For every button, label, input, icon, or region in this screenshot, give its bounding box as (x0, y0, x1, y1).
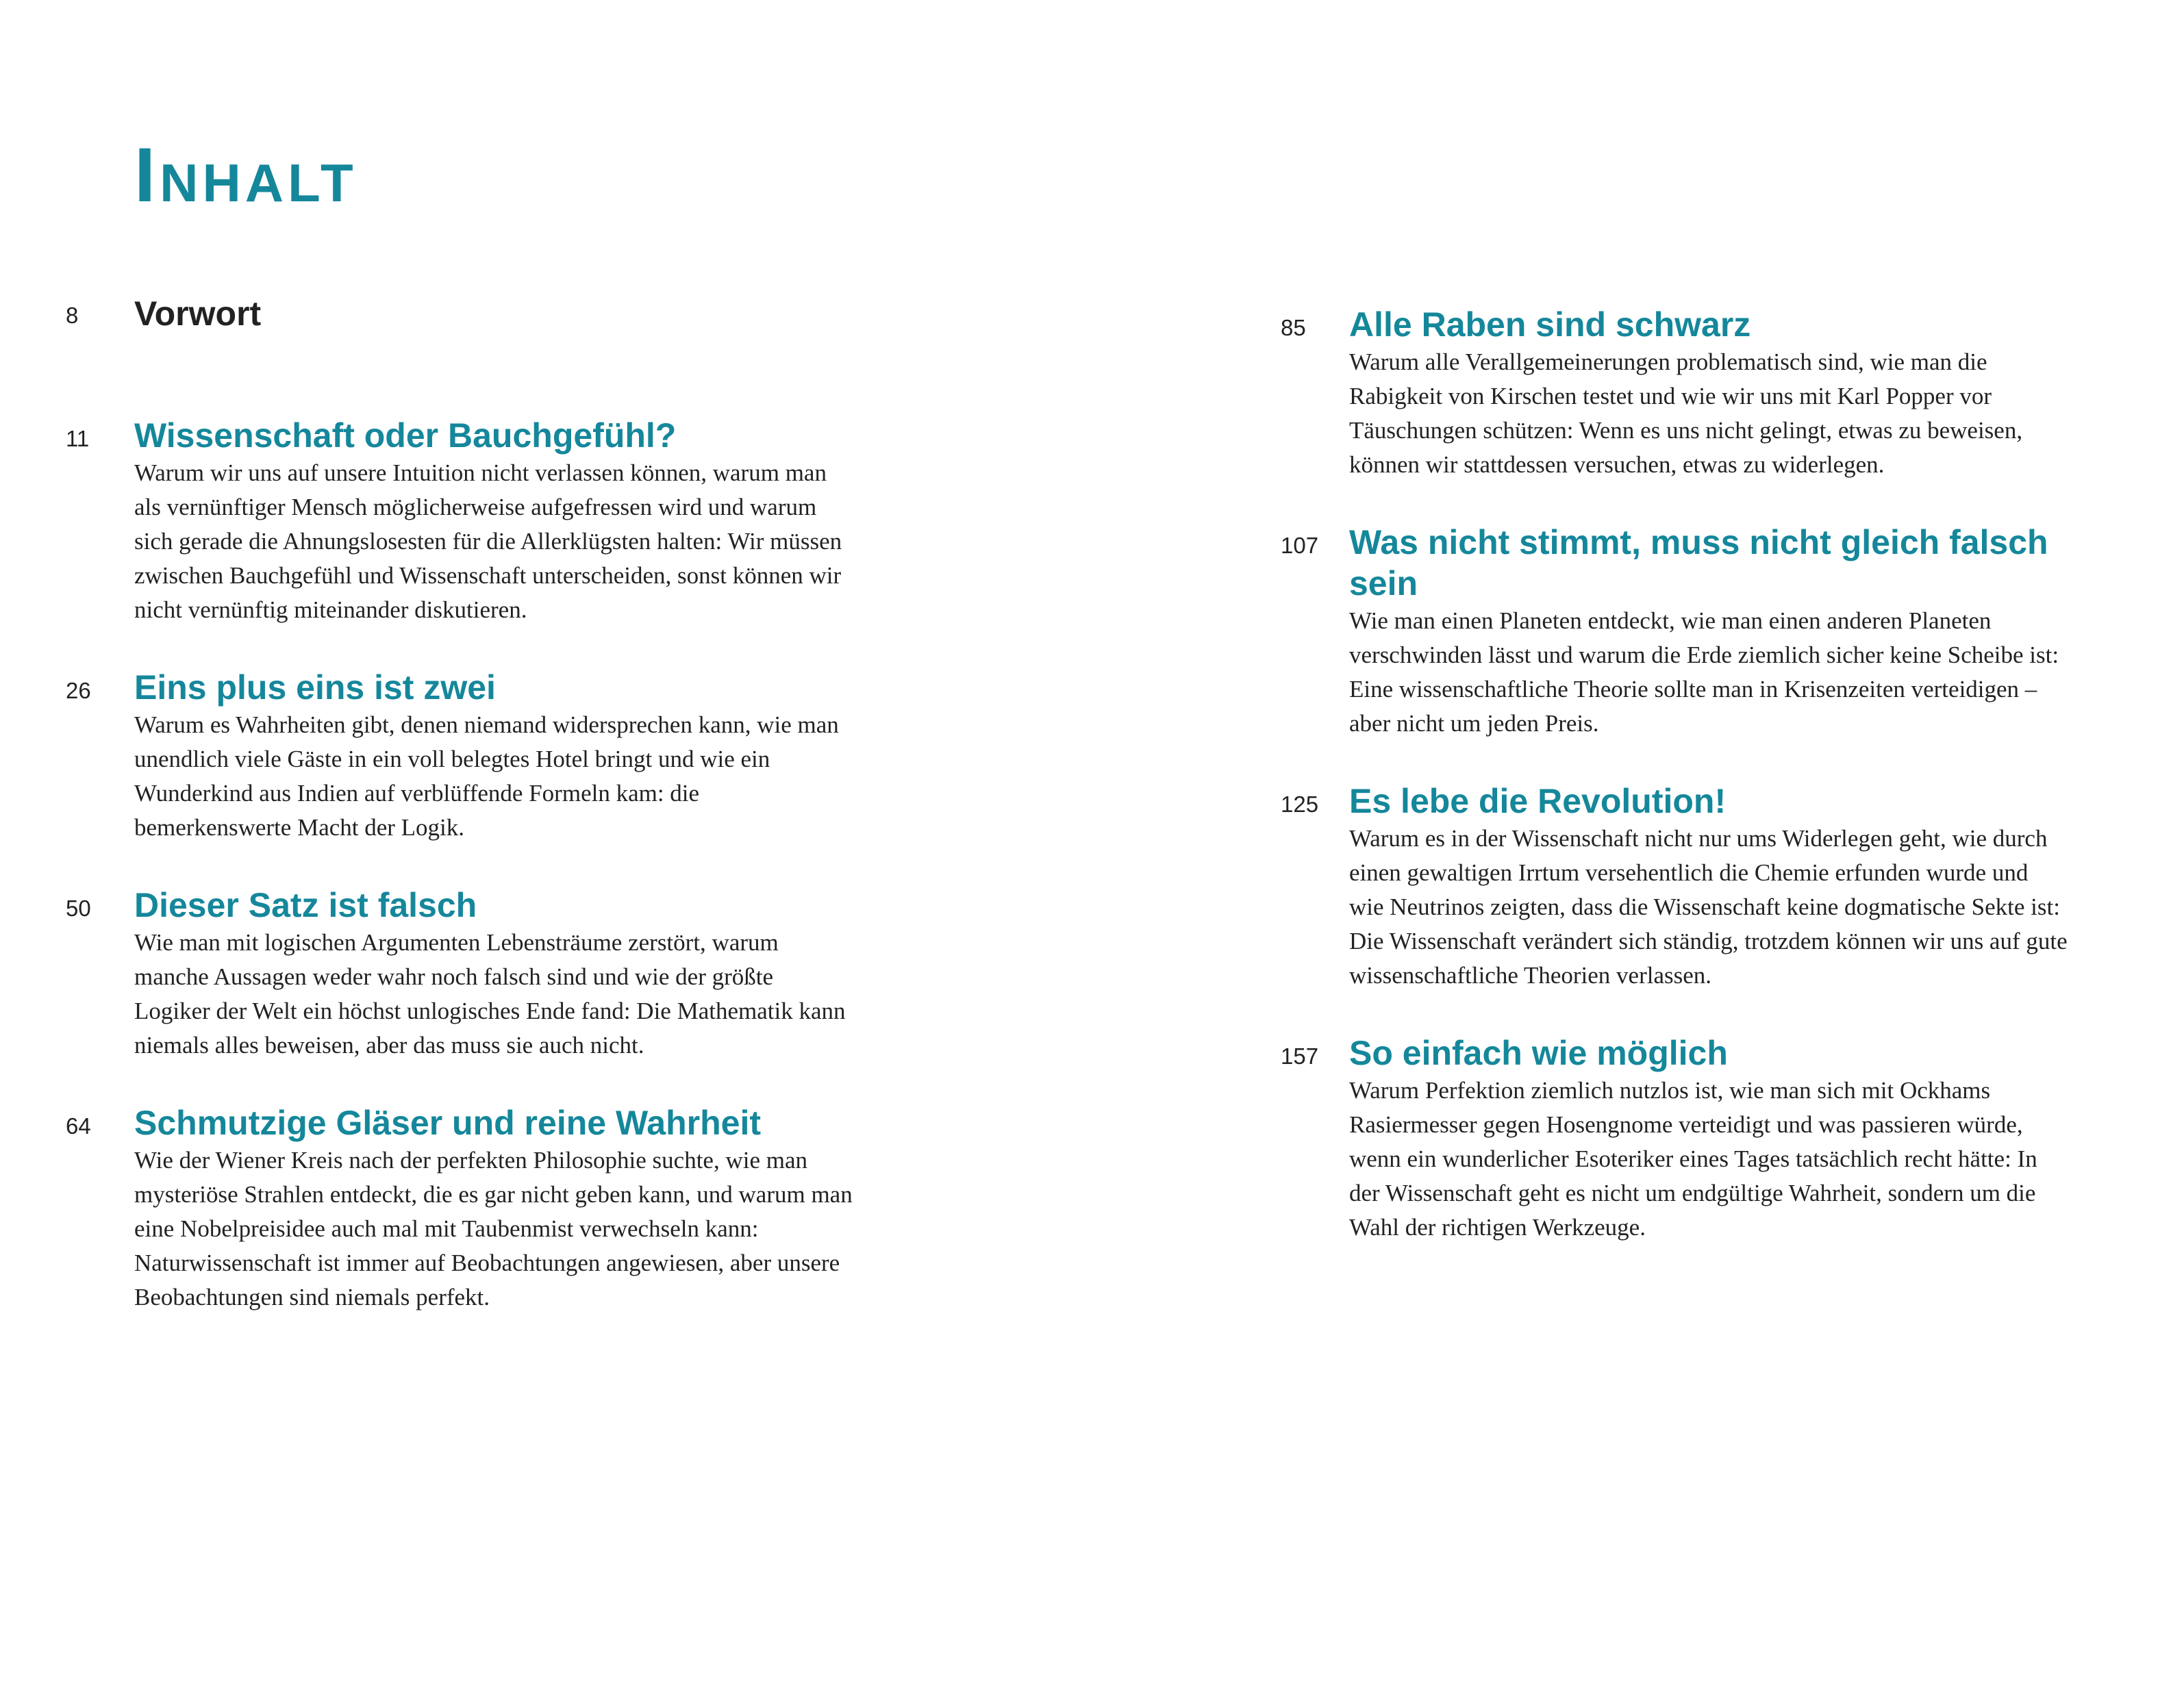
toc-entry-description: Warum es in der Wissenschaft nicht nur ums Widerlegen geht, wie durch einen gewaltigen Irrtum versehentlich die Chemie erfunden wurde und wie Neutrinos zeigten, dass die Wissenschaft keine dogmatische Sekte ist: Die Wissenschaft verändert sich ständig, trotzdem können wir uns auf gute wissenschaftliche Theorien verlassen. (1349, 825, 2068, 989)
toc-page-number: 8 (66, 303, 79, 328)
toc-entry[interactable] (1281, 1032, 2089, 1245)
toc-entry[interactable] (66, 667, 874, 845)
toc-entry-description: Warum Perfektion ziemlich nutzlos ist, wie man sich mit Ockhams Rasiermesser gegen Hosengnome verteidigt und was passieren würde, wenn ein wunderlicher Esoteriker eines Tages tatsächlich recht hätte: In der Wissenschaft geht es nicht um endgültige Wahrheit, sondern um die Wahl der richtigen Werkzeuge. (1349, 1077, 2037, 1241)
toc-entry-vorwort[interactable] (66, 293, 874, 334)
toc-entry-title: So einfach wie möglich (1349, 1034, 1728, 1072)
toc-entry-title: Eins plus eins ist zwei (134, 668, 496, 707)
toc-entry[interactable] (66, 415, 874, 627)
toc-page-number: 85 (1281, 315, 1306, 340)
toc-entry-description: Wie man einen Planeten entdeckt, wie man einen anderen Planeten verschwinden lässt und warum die Erde ziemlich sicher keine Scheibe ist: Eine wissenschaftliche Theorie sollte man in Krisenzeiten verteidigen – aber nicht um jeden Preis. (1349, 607, 2059, 737)
toc-page-number: 11 (66, 426, 90, 451)
toc-right-column (1281, 304, 2089, 1284)
toc-page-number: 125 (1281, 791, 1319, 817)
title-initial: I (134, 132, 160, 218)
toc-entry-title: Vorwort (134, 294, 262, 333)
toc-page-number: 26 (66, 678, 91, 703)
toc-entry-title: Was nicht stimmt, muss nicht gleich falsch sein (1349, 523, 2048, 603)
toc-entry[interactable] (66, 1102, 874, 1315)
toc-entry[interactable] (66, 885, 874, 1063)
toc-entry-title: Es lebe die Revolution! (1349, 782, 1727, 820)
toc-entry[interactable] (1281, 781, 2089, 993)
toc-entry-title: Schmutzige Gläser und reine Wahrheit (134, 1104, 761, 1142)
toc-entry[interactable] (1281, 304, 2089, 482)
toc-entry-description: Warum alle Verallgemeinerungen problematisch sind, wie man die Rabigkeit von Kirschen testet und wie wir uns mit Karl Popper vor Täuschungen schützen: Wenn es uns nicht gelingt, etwas zu beweisen, können wir stattdessen versuchen, etwas zu widerlegen. (1349, 349, 2023, 478)
toc-entry-title: Dieser Satz ist falsch (134, 886, 477, 924)
title-rest: NHALT (160, 153, 357, 213)
toc-page-number: 107 (1281, 533, 1319, 558)
page-title (134, 132, 357, 218)
toc-page-number: 64 (66, 1113, 91, 1139)
toc-entry-description: Wie der Wiener Kreis nach der perfekten Philosophie suchte, wie man mysteriöse Strahlen entdeckt, die es gar nicht geben kann, und warum man eine Nobelpreisidee auch mal mit Taubenmist verwechseln kann: Naturwissenschaft ist immer auf Beobachtungen angewiesen, aber unsere Beobachtungen sind niemals perfekt. (134, 1147, 853, 1310)
toc-left-column (66, 293, 874, 1354)
toc-page-number: 157 (1281, 1043, 1319, 1069)
toc-page-number: 50 (66, 896, 91, 921)
toc-entry-description: Warum wir uns auf unsere Intuition nicht verlassen können, warum man als vernünftiger Mensch möglicherweise aufgefressen wird und warum sich gerade die Ahnungslosesten für die Allerklügsten halten: Wir müssen zwischen Bauchgefühl und Wissenschaft unterscheiden, sonst können wir nicht vernünftig miteinander diskutieren. (134, 459, 842, 623)
toc-entry-description: Warum es Wahrheiten gibt, denen niemand widersprechen kann, wie man unendlich viele Gäste in ein voll belegtes Hotel bringt und wie ein Wunderkind aus Indien auf verblüffende Formeln kam: die bemerkenswerte Macht der Logik. (134, 711, 839, 841)
toc-entry-title: Alle Raben sind schwarz (1349, 305, 1751, 344)
toc-entry-description: Wie man mit logischen Argumenten Lebensträume zerstört, warum manche Aussagen weder wahr noch falsch sind und wie der größte Logiker der Welt ein höchst unlogisches Ende fand: Die Mathematik kann niemals alles beweisen, aber das muss sie auch nicht. (134, 929, 846, 1059)
toc-entry[interactable] (1281, 522, 2089, 741)
toc-entry-title: Wissenschaft oder Bauchgefühl? (134, 416, 677, 455)
